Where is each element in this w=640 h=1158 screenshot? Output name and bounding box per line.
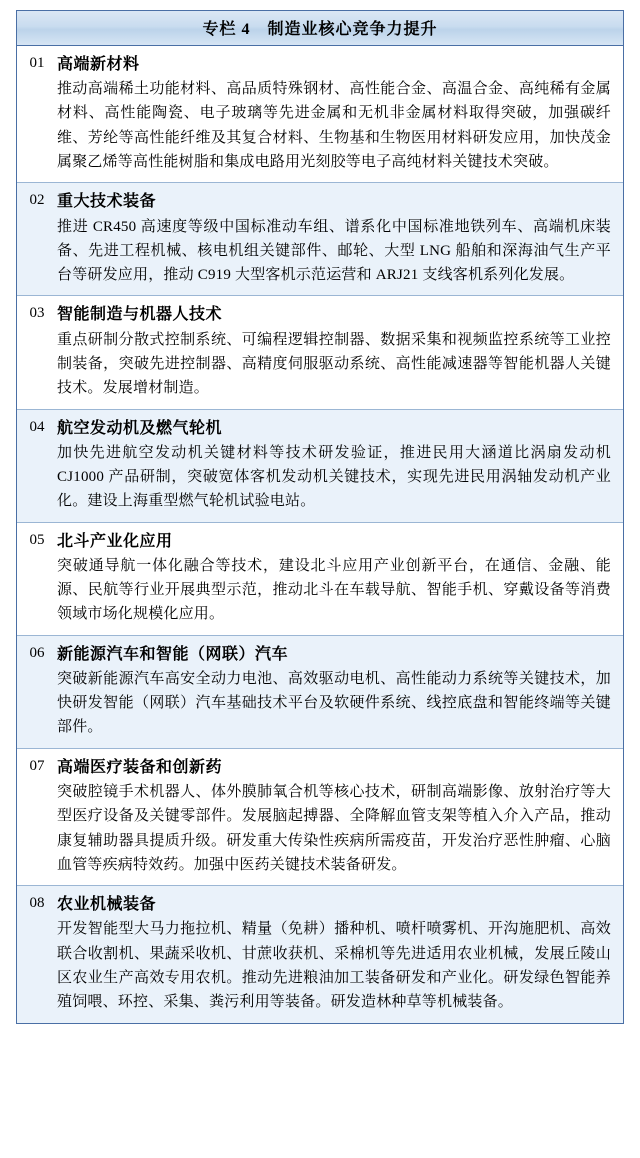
item-number: 08 xyxy=(29,895,45,912)
item-heading: 高端新材料 xyxy=(57,56,140,73)
list-item xyxy=(17,886,623,1022)
list-item xyxy=(17,183,623,296)
item-number: 04 xyxy=(29,418,45,435)
list-item xyxy=(17,410,623,523)
item-number: 03 xyxy=(29,305,45,322)
list-item xyxy=(17,636,623,749)
item-number: 07 xyxy=(29,757,45,774)
item-body: 突破新能源汽车高安全动力电池、高效驱动电机、高性能动力系统等关键技术，加快研发智能（网联）汽车基础技术平台及软硬件系统、线控底盘和智能终端等关键部件。 xyxy=(57,670,611,736)
item-heading: 重大技术装备 xyxy=(57,193,157,211)
item-body: 突破通导航一体化融合等技术，建设北斗应用产业创新平台，在通信、金融、能源、民航等行业开展典型示范，推动北斗在车载导航、智能手机、穿戴设备等消费领域市场化规模化应用。 xyxy=(57,557,611,623)
list-item xyxy=(17,46,623,183)
item-content xyxy=(57,749,623,885)
item-heading: 农业机械装备 xyxy=(57,896,157,914)
feature-box xyxy=(16,10,624,1024)
item-content xyxy=(57,636,623,748)
item-heading: 智能制造与机器人技术 xyxy=(57,306,223,324)
item-content xyxy=(57,46,623,182)
list-item xyxy=(17,523,623,636)
item-content xyxy=(57,410,623,522)
box-title: 专栏 4 制造业核心竞争力提升 xyxy=(17,11,623,46)
item-number: 01 xyxy=(29,55,45,71)
item-content xyxy=(57,886,623,1022)
item-body: 突破腔镜手术机器人、体外膜肺氧合机等核心技术，研制高端影像、放射治疗等大型医疗设备及关键零部件。发展脑起搏器、全降解血管支架等植入介入产品，推动康复辅助器具提质升级。研发重大传染性疾病所需疫苗，开发治疗恶性肿瘤、心脑血管等疾病特效药。加强中医药关键技术装备研发。 xyxy=(57,783,611,873)
item-number: 05 xyxy=(29,531,45,548)
item-heading: 新能源汽车和智能（网联）汽车 xyxy=(57,645,289,663)
item-body: 推进 CR450 高速度等级中国标准动车组、谱系化中国标准地铁列车、高端机床装备、先进工程机械、核电机组关键部件、邮轮、大型 LNG 船舶和深海油气生产平台等研发应用，推动 C919 大型客机示范运营和 ARJ21 支线客机系列化发展。 xyxy=(57,218,611,284)
item-content xyxy=(57,523,623,635)
list-item xyxy=(17,296,623,409)
item-body: 重点研制分散式控制系统、可编程逻辑控制器、数据采集和视频监控系统等工业控制装备，突破先进控制器、高精度伺服驱动系统、高性能减速器等智能机器人关键技术。发展增材制造。 xyxy=(57,331,611,397)
item-content xyxy=(57,296,623,408)
item-number: 02 xyxy=(29,192,45,209)
item-heading: 高端医疗装备和创新药 xyxy=(57,758,223,776)
item-body: 加快先进航空发动机关键材料等技术研发验证，推进民用大涵道比涡扇发动机 CJ1000 产品研制，突破宽体客机发动机关键技术，实现先进民用涡轴发动机产业化。建设上海重型燃气轮机试验电站。 xyxy=(57,444,611,510)
item-heading: 航空发动机及燃气轮机 xyxy=(57,419,223,437)
item-heading: 北斗产业化应用 xyxy=(57,532,173,550)
item-number: 06 xyxy=(29,644,45,661)
list-item xyxy=(17,749,623,886)
item-body: 推动高端稀土功能材料、高品质特殊钢材、高性能合金、高温合金、高纯稀有金属材料、高性能陶瓷、电子玻璃等先进金属和无机非金属材料取得突破，加强碳纤维、芳纶等高性能纤维及其复合材料、生物基和生物医用材料研发应用，加快茂金属聚乙烯等高性能树脂和集成电路用光刻胶等电子高纯材料关键技术突破。 xyxy=(57,81,611,171)
box-rows xyxy=(17,46,623,1023)
item-content xyxy=(57,183,623,295)
item-body: 开发智能型大马力拖拉机、精量（免耕）播种机、喷杆喷雾机、开沟施肥机、高效联合收割机、果蔬采收机、甘蔗收获机、采棉机等先进适用农业机械，发展丘陵山区农业生产高效专用农机。推动先进粮油加工装备研发和产业化。研发绿色智能养殖饲喂、环控、采集、粪污利用等装备。研发造林种草等机械装备。 xyxy=(57,921,611,1011)
